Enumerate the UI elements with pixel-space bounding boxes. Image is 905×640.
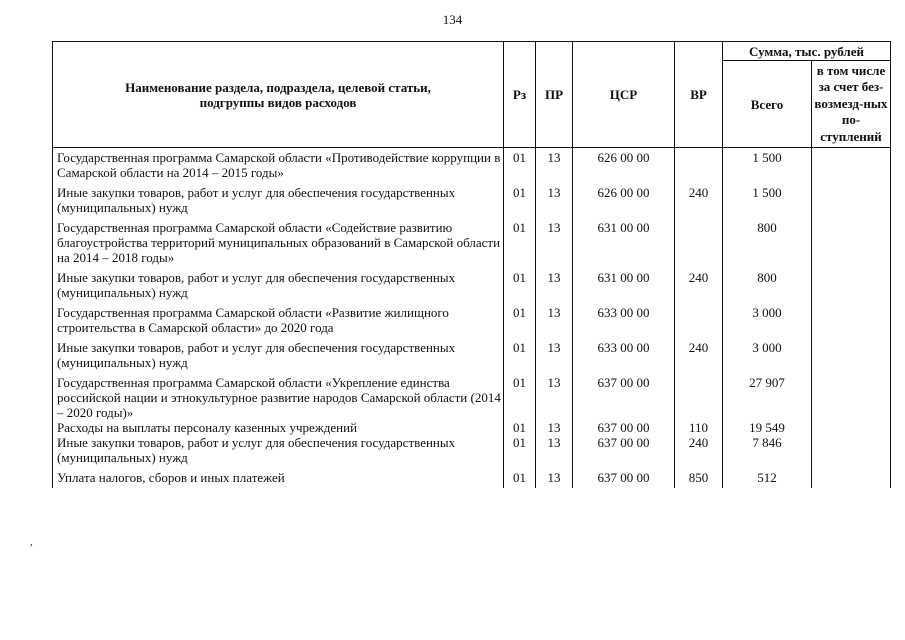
cell-pr: 13 [536, 265, 573, 300]
cell-including [812, 300, 891, 335]
cell-name: Иные закупки товаров, работ и услуг для обеспечения государственных (муниципальных) нужд [53, 435, 504, 465]
cell-csr: 631 00 00 [573, 265, 675, 300]
cell-name: Государственная программа Самарской области «Содействие развитию благоустройства территорий муниципальных образований в Самарской области на 2014 – 2018 годы» [53, 215, 504, 265]
cell-vr [675, 215, 723, 265]
table-row [53, 180, 891, 215]
cell-rz: 01 [504, 420, 536, 435]
cell-vr: 240 [675, 265, 723, 300]
cell-name: Уплата налогов, сборов и иных платежей [53, 465, 504, 488]
cell-rz: 01 [504, 435, 536, 465]
table-row [53, 215, 891, 265]
cell-csr: 626 00 00 [573, 148, 675, 181]
cell-vr [675, 148, 723, 181]
cell-vr: 240 [675, 435, 723, 465]
header-pr: ПР [536, 42, 573, 148]
cell-rz: 01 [504, 335, 536, 370]
cell-pr: 13 [536, 148, 573, 181]
cell-total: 7 846 [723, 435, 812, 465]
cell-csr: 637 00 00 [573, 420, 675, 435]
table-row [53, 335, 891, 370]
cell-including [812, 335, 891, 370]
cell-csr: 637 00 00 [573, 435, 675, 465]
cell-total: 800 [723, 215, 812, 265]
table-row [53, 420, 891, 435]
cell-including [812, 420, 891, 435]
table-row [53, 148, 891, 181]
cell-rz: 01 [504, 215, 536, 265]
cell-rz: 01 [504, 180, 536, 215]
cell-vr: 240 [675, 180, 723, 215]
cell-name: Государственная программа Самарской области «Развитие жилищного строительства в Самарской области» до 2020 года [53, 300, 504, 335]
cell-name: Иные закупки товаров, работ и услуг для обеспечения государственных (муниципальных) нужд [53, 335, 504, 370]
cell-name: Иные закупки товаров, работ и услуг для обеспечения государственных (муниципальных) нужд [53, 265, 504, 300]
cell-pr: 13 [536, 465, 573, 488]
cell-csr: 626 00 00 [573, 180, 675, 215]
cell-vr: 240 [675, 335, 723, 370]
cell-pr: 13 [536, 215, 573, 265]
table-row [53, 435, 891, 465]
cell-name: Расходы на выплаты персоналу казенных учреждений [53, 420, 504, 435]
cell-including [812, 465, 891, 488]
cell-total: 19 549 [723, 420, 812, 435]
cell-including [812, 435, 891, 465]
cell-pr: 13 [536, 435, 573, 465]
header-vr: ВР [675, 42, 723, 148]
cell-vr [675, 370, 723, 420]
margin-mark: , [30, 536, 33, 548]
cell-including [812, 148, 891, 181]
cell-vr [675, 300, 723, 335]
cell-total: 800 [723, 265, 812, 300]
cell-csr: 633 00 00 [573, 300, 675, 335]
header-including: в том числе за счет без-возмезд-ных по-ступлений [812, 61, 891, 148]
cell-total: 1 500 [723, 148, 812, 181]
cell-csr: 637 00 00 [573, 370, 675, 420]
table-row [53, 265, 891, 300]
header-name: Наименование раздела, подраздела, целевой статьи, подгруппы видов расходов [53, 42, 504, 148]
cell-total: 512 [723, 465, 812, 488]
cell-pr: 13 [536, 335, 573, 370]
cell-vr: 850 [675, 465, 723, 488]
table-row [53, 370, 891, 420]
cell-pr: 13 [536, 300, 573, 335]
cell-rz: 01 [504, 300, 536, 335]
cell-name: Государственная программа Самарской области «Укрепление единства российской нации и этнокультурное развитие народов Самарской области (2014 – 2020 годы)» [53, 370, 504, 420]
cell-rz: 01 [504, 465, 536, 488]
cell-rz: 01 [504, 370, 536, 420]
table-body [53, 148, 891, 489]
header-sum-group: Сумма, тыс. рублей [723, 42, 891, 61]
cell-name: Иные закупки товаров, работ и услуг для обеспечения государственных (муниципальных) нужд [53, 180, 504, 215]
header-rz: Рз [504, 42, 536, 148]
cell-csr: 631 00 00 [573, 215, 675, 265]
cell-including [812, 265, 891, 300]
cell-pr: 13 [536, 180, 573, 215]
cell-rz: 01 [504, 148, 536, 181]
cell-including [812, 215, 891, 265]
cell-total: 3 000 [723, 335, 812, 370]
cell-csr: 633 00 00 [573, 335, 675, 370]
table-row [53, 300, 891, 335]
header-csr: ЦСР [573, 42, 675, 148]
cell-csr: 637 00 00 [573, 465, 675, 488]
table-row [53, 465, 891, 488]
cell-total: 3 000 [723, 300, 812, 335]
cell-total: 27 907 [723, 370, 812, 420]
cell-rz: 01 [504, 265, 536, 300]
cell-including [812, 370, 891, 420]
table-header [53, 42, 891, 148]
header-total: Всего [723, 61, 812, 148]
cell-total: 1 500 [723, 180, 812, 215]
cell-name: Государственная программа Самарской области «Противодействие коррупции в Самарской области на 2014 – 2015 годы» [53, 148, 504, 181]
page-number: 134 [442, 12, 463, 27]
cell-pr: 13 [536, 420, 573, 435]
budget-table [52, 41, 891, 488]
cell-pr: 13 [536, 370, 573, 420]
cell-vr: 110 [675, 420, 723, 435]
cell-including [812, 180, 891, 215]
